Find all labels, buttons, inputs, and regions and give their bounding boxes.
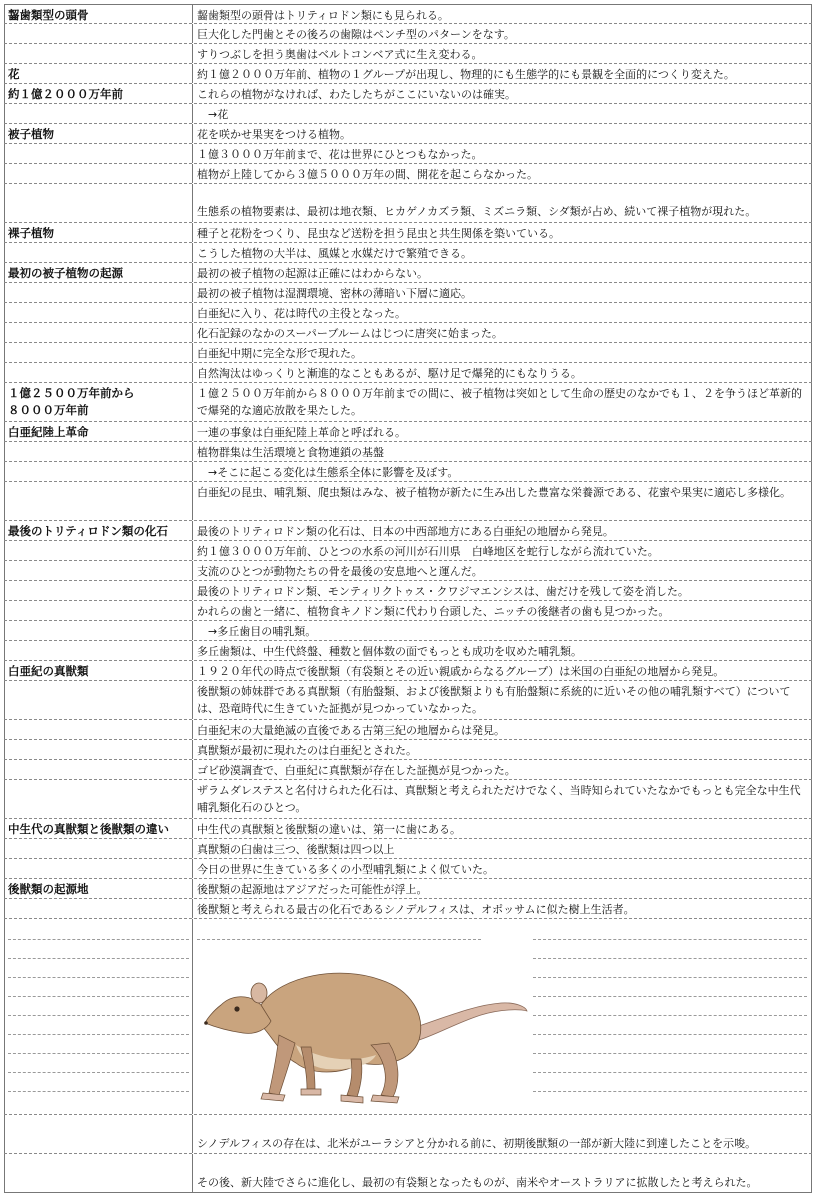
row-text: かれらの歯と一緒に、植物食キノドン類に代わり台頭した、ニッチの後継者の歯も見つかった。 — [193, 601, 812, 620]
note-row — [4, 621, 812, 641]
row-label: 最後のトリティロドン類の化石 — [4, 521, 193, 540]
row-label: １億２５００万年前から ８０００万年前 — [4, 383, 193, 421]
note-row — [4, 681, 812, 720]
row-text: ゴビ砂漠調査で、白亜紀に真獣類が存在した証拠が見つかった。 — [193, 760, 812, 779]
note-row — [4, 462, 812, 482]
row-label — [4, 283, 193, 302]
row-label — [4, 720, 193, 739]
row-text: 白亜紀に入り、花は時代の主役となった。 — [193, 303, 812, 322]
row-text: 約１億３０００万年前、ひとつの水系の河川が石川県 白峰地区を蛇行しながら流れていた。 — [193, 541, 812, 560]
row-text: こうした植物の大半は、風媒と水媒だけで繁殖できる。 — [193, 243, 812, 262]
row-label: 最初の被子植物の起源 — [4, 263, 193, 282]
note-row — [4, 4, 812, 24]
note-row — [4, 780, 812, 819]
note-row — [4, 223, 812, 243]
animal-hind-paw — [371, 1095, 399, 1103]
animal-front-paw — [261, 1093, 285, 1101]
row-text: 白亜紀中期に完全な形で現れた。 — [193, 343, 812, 362]
row-text: 中生代の真獣類と後獣類の違いは、第一に歯にある。 — [193, 819, 812, 838]
animal-hind-paw-2 — [341, 1095, 363, 1103]
note-row — [4, 819, 812, 839]
note-row — [4, 760, 812, 780]
note-rows — [4, 4, 812, 919]
row-text: すりつぶしを担う奥歯はベルトコンベア式に生え変わる。 — [193, 44, 812, 63]
note-row — [4, 64, 812, 84]
row-label — [4, 641, 193, 660]
note-row — [4, 661, 812, 681]
note-row — [4, 263, 812, 283]
row-text: 最後のトリティロドン類の化石は、日本の中西部地方にある白亜紀の地層から発見。 — [193, 521, 812, 540]
row-text: 多丘歯類は、中生代終盤、種数と個体数の面でもっとも成功を収めた哺乳類。 — [193, 641, 812, 660]
row-label: 白亜紀陸上革命 — [4, 422, 193, 441]
row-label — [4, 899, 193, 918]
row-label: 約１億２０００万年前 — [4, 84, 193, 103]
row-text: 最後のトリティロドン類、モンティリクトゥス・クワジマエンシスは、歯だけを残して姿を消した。 — [193, 581, 812, 600]
animal-eye — [234, 1006, 239, 1011]
row-label — [4, 24, 193, 43]
row-text: １９２０年代の時点で後獣類（有袋類とその近い親戚からなるグループ）は米国の白亜紀の地層から発見。 — [193, 661, 812, 680]
note-row — [4, 303, 812, 323]
row-text: 一連の事象は白亜紀陸上革命と呼ばれる。 — [193, 422, 812, 441]
note-row — [4, 243, 812, 263]
note-row — [4, 283, 812, 303]
note-row — [4, 720, 812, 740]
note-row — [4, 84, 812, 104]
note-row — [4, 363, 812, 383]
row-text: 約１億２０００万年前、植物の１グループが出現し、物理的にも生態学的にも景観を全面的につくり変えた。 — [193, 64, 812, 83]
note-row — [4, 879, 812, 899]
note-row — [4, 561, 812, 581]
note-row — [4, 899, 812, 919]
row-text: 今日の世界に生きている多くの小型哺乳類によく似ていた。 — [193, 859, 812, 878]
row-text: 植物が上陸してから３億５０００万年の間、開花を起こらなかった。 — [193, 164, 812, 183]
note-row — [4, 184, 812, 223]
row-text: 後獣類の姉妹群である真獣類（有胎盤類、および後獣類よりも有胎盤類に系統的に近いその他の哺乳類すべて）については、恐竜時代に生きていた証拠が見つかっていなかった。 — [193, 681, 812, 719]
row-label — [4, 681, 193, 719]
row-label — [4, 561, 193, 580]
animal-front-paw-2 — [301, 1089, 321, 1095]
row-label: 後獣類の起源地 — [4, 879, 193, 898]
row-text: 生態系の植物要素は、最初は地衣類、ヒカゲノカズラ類、ミズニラ類、シダ類が占め、続いて裸子植物が現れた。 — [193, 184, 812, 222]
note-row — [4, 641, 812, 661]
row-text: 植物群集は生活環境と食物連鎖の基盤 — [193, 442, 812, 461]
note-row — [4, 521, 812, 541]
row-text: 最初の被子植物の起源は正確にはわからない。 — [193, 263, 812, 282]
row-text: 種子と花粉をつくり、昆虫など送粉を担う昆虫と共生関係を築いている。 — [193, 223, 812, 242]
row-label — [4, 303, 193, 322]
note-row — [4, 601, 812, 621]
caption-row-2-label — [4, 1154, 193, 1192]
note-row — [4, 44, 812, 64]
note-row — [4, 164, 812, 184]
animal-nose — [204, 1021, 208, 1025]
row-label — [4, 442, 193, 461]
image-row-content-cell — [193, 919, 812, 1114]
row-label — [4, 164, 193, 183]
row-label — [4, 462, 193, 481]
row-text: ザラムダレステスと名付けられた化石は、真獣類と考えられただけでなく、当時知られていたなかでもっとも完全な中生代哺乳類化石のひとつ。 — [193, 780, 812, 818]
note-sheet — [4, 4, 812, 1193]
note-row — [4, 104, 812, 124]
note-row — [4, 839, 812, 859]
row-text: 支流のひとつが動物たちの骨を最後の安息地へと運んだ。 — [193, 561, 812, 580]
note-row — [4, 482, 812, 521]
animal-ear — [251, 983, 267, 1003]
row-label — [4, 243, 193, 262]
row-text: 白亜紀の昆虫、哺乳類、爬虫類はみな、被子植物が新たに生み出した豊富な栄養源である、花蜜や果実に適応し多様化。 — [193, 482, 812, 520]
row-label: 花 — [4, 64, 193, 83]
row-label — [4, 601, 193, 620]
row-label — [4, 839, 193, 858]
row-label — [4, 184, 193, 222]
note-row — [4, 859, 812, 879]
row-text: 自然淘汰はゆっくりと漸進的なこともあるが、駆け足で爆発的にもなりうる。 — [193, 363, 812, 382]
row-text: これらの植物がなければ、わたしたちがここにいないのは確実。 — [193, 84, 812, 103]
row-text: →花 — [193, 104, 812, 123]
caption-row-1 — [4, 1115, 812, 1154]
row-label — [4, 104, 193, 123]
row-text: 後獣類の起源地はアジアだった可能性が浮上。 — [193, 879, 812, 898]
image-row-label-cell — [4, 919, 193, 1114]
note-row — [4, 144, 812, 164]
note-row — [4, 581, 812, 601]
caption-row-2 — [4, 1154, 812, 1193]
row-label: 白亜紀の真獣類 — [4, 661, 193, 680]
row-label: 齧歯類型の頭骨 — [4, 5, 193, 23]
note-row — [4, 383, 812, 422]
row-label — [4, 343, 193, 362]
row-label — [4, 482, 193, 520]
note-row — [4, 343, 812, 363]
note-row — [4, 24, 812, 44]
animal-tail — [416, 1003, 527, 1041]
note-row — [4, 442, 812, 462]
image-row — [4, 919, 812, 1115]
row-label — [4, 859, 193, 878]
row-label — [4, 144, 193, 163]
note-row — [4, 422, 812, 442]
row-text: １億３０００万年前まで、花は世界にひとつもなかった。 — [193, 144, 812, 163]
note-row — [4, 124, 812, 144]
animal-front-leg — [269, 1035, 295, 1095]
row-label: 中生代の真獣類と後獣類の違い — [4, 819, 193, 838]
row-label — [4, 323, 193, 342]
row-label — [4, 44, 193, 63]
row-label — [4, 760, 193, 779]
row-text: １億２５００万年前から８０００万年前までの間に、被子植物は突如として生命の歴史のなかでも１、２を争うほど革新的で爆発的な適応放散を果たした。 — [193, 383, 812, 421]
row-text: →そこに起こる変化は生態系全体に影響を及ぼす。 — [193, 462, 812, 481]
row-label: 裸子植物 — [4, 223, 193, 242]
row-text: 白亜紀末の大量絶滅の直後である古第三紀の地層からは発見。 — [193, 720, 812, 739]
row-label — [4, 621, 193, 640]
row-label — [4, 581, 193, 600]
row-label — [4, 740, 193, 759]
caption-1-text: シノデルフィスの存在は、北米がユーラシアと分かれる前に、初期後獣類の一部が新大陸に到達したことを示唆。 — [193, 1115, 812, 1153]
row-text: 巨大化した門歯とその後ろの歯隙はペンチ型のパターンをなす。 — [193, 24, 812, 43]
row-text: 齧歯類型の頭骨はトリティロドン類にも見られる。 — [193, 5, 812, 23]
row-text: 最初の被子植物は湿潤環境、密林の薄暗い下層に適応。 — [193, 283, 812, 302]
row-label — [4, 780, 193, 818]
row-text: 化石記録のなかのスーパーブルームはじつに唐突に始まった。 — [193, 323, 812, 342]
note-row — [4, 541, 812, 561]
row-label — [4, 541, 193, 560]
row-text: 後獣類と考えられる最古の化石であるシノデルフィスは、オポッサムに似た樹上生活者。 — [193, 899, 812, 918]
row-text: 真獣類が最初に現れたのは白亜紀とされた。 — [193, 740, 812, 759]
row-label: 被子植物 — [4, 124, 193, 143]
row-label — [4, 363, 193, 382]
row-text: 真獣類の臼歯は三つ、後獣類は四つ以上 — [193, 839, 812, 858]
note-row — [4, 323, 812, 343]
row-text: →多丘歯目の哺乳類。 — [193, 621, 812, 640]
row-text: 花を咲かせ果実をつける植物。 — [193, 124, 812, 143]
note-row — [4, 740, 812, 760]
caption-2-text: その後、新大陸でさらに進化し、最初の有袋類となったものが、南米やオーストラリアに拡散したと考えられた。 — [193, 1154, 812, 1192]
sinodelphys-illustration — [201, 935, 531, 1114]
caption-row-1-label — [4, 1115, 193, 1153]
